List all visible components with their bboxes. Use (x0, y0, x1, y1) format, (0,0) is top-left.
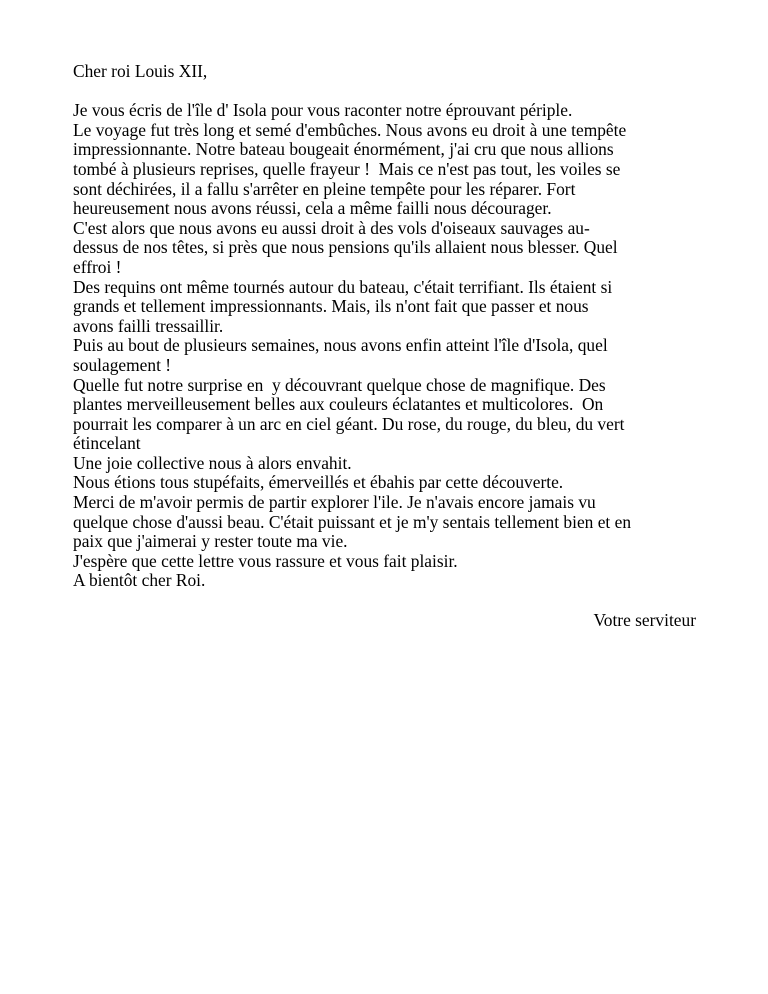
letter-line: Quelle fut notre surprise en y découvrant quelque chose de magnifique. Des (73, 374, 606, 395)
letter-line: A bientôt cher Roi. (73, 570, 206, 591)
letter-document (73, 62, 698, 630)
letter-line: C'est alors que nous avons eu aussi droit à des vols d'oiseaux sauvages au- (73, 217, 590, 238)
letter-line: avons failli tressaillir. (73, 315, 224, 336)
letter-line: quelque chose d'aussi beau. C'était puissant et je m'y sentais tellement bien et en (73, 511, 632, 532)
letter-line: plantes merveilleusement belles aux couleurs éclatantes et multicolores. On (73, 394, 604, 415)
letter-line: paix que j'aimerai y rester toute ma vie. (73, 531, 348, 552)
letter-line: effroi ! (73, 256, 122, 277)
letter-line: grands et tellement impressionnants. Mais, ils n'ont fait que passer et nous (73, 296, 589, 317)
letter-line: J'espère que cette lettre vous rassure et vous fait plaisir. (73, 550, 458, 571)
letter-line: Je vous écris de l'île d' Isola pour vous raconter notre éprouvant périple. (73, 100, 573, 121)
letter-line: Merci de m'avoir permis de partir explorer l'ile. Je n'avais encore jamais vu (73, 492, 596, 513)
letter-line: heureusement nous avons réussi, cela a même failli nous décourager. (73, 198, 552, 219)
letter-line: Puis au bout de plusieurs semaines, nous avons enfin atteint l'île d'Isola, quel (73, 335, 608, 356)
letter-line: étincelant (73, 433, 141, 454)
letter-signature: Votre serviteur (593, 609, 696, 630)
letter-line: impressionnante. Notre bateau bougeait énormément, j'ai cru que nous allions (73, 139, 614, 160)
letter-line: sont déchirées, il a fallu s'arrêter en pleine tempête pour les réparer. Fort (73, 178, 576, 199)
letter-line: soulagement ! (73, 354, 172, 375)
letter-body (73, 101, 698, 591)
letter-line: dessus de nos têtes, si près que nous pensions qu'ils allaient nous blesser. Quel (73, 237, 618, 258)
letter-salutation: Cher roi Louis XII, (73, 61, 208, 81)
letter-line: Des requins ont même tournés autour du bateau, c'était terrifiant. Ils étaient si (73, 276, 613, 297)
letter-line: Le voyage fut très long et semé d'embûches. Nous avons eu droit à une tempête (73, 119, 627, 140)
letter-line: tombé à plusieurs reprises, quelle frayeur ! Mais ce n'est pas tout, les voiles se (73, 158, 621, 179)
letter-line: pourrait les comparer à un arc en ciel géant. Du rose, du rouge, du bleu, du vert (73, 413, 625, 434)
letter-line: Nous étions tous stupéfaits, émerveillés et ébahis par cette découverte. (73, 472, 564, 493)
letter-line: Une joie collective nous à alors envahit. (73, 452, 352, 473)
